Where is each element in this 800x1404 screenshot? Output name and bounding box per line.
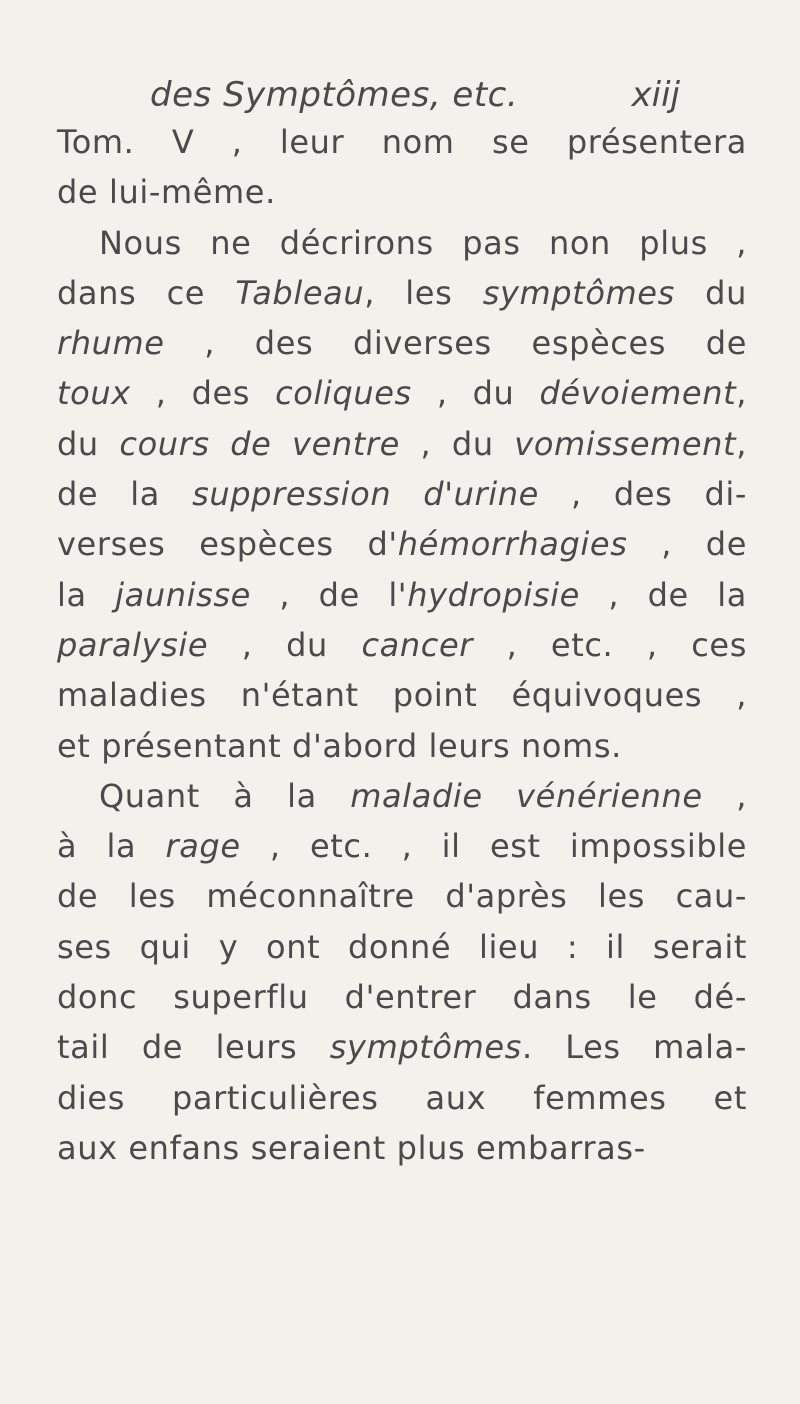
- text-line: [57, 469, 747, 519]
- text-run: ,: [736, 424, 747, 463]
- italic-term: cancer: [361, 625, 473, 664]
- text-run: de lui-même.: [57, 173, 276, 212]
- text-run: , des diverses espèces de: [164, 324, 747, 363]
- text-line: [57, 1123, 747, 1173]
- text-run: à la: [57, 827, 166, 866]
- running-header: [150, 70, 680, 120]
- text-run: tail de leurs: [57, 1028, 330, 1067]
- text-line: [57, 318, 747, 368]
- italic-term: paralysie: [57, 625, 209, 664]
- text-run: , des: [130, 374, 276, 413]
- italic-term: symptômes: [329, 1028, 522, 1067]
- text-line: [57, 871, 747, 921]
- text-run: , du: [399, 424, 515, 463]
- text-run: Nous ne décrirons pas non plus ,: [99, 223, 747, 262]
- text-line: [57, 268, 747, 318]
- text-run: Quant à la: [99, 776, 351, 815]
- text-run: , de la: [579, 575, 747, 614]
- text-run: , de l': [250, 575, 408, 614]
- body-text: [57, 117, 747, 1173]
- italic-term: suppression d'urine: [192, 475, 539, 514]
- italic-term: maladie vénérienne: [350, 776, 703, 815]
- running-title-italic: des Symptômes: [150, 75, 430, 115]
- italic-term: toux: [57, 374, 131, 413]
- text-run: , des di-: [538, 475, 747, 514]
- italic-term: vomissement: [514, 424, 737, 463]
- text-line: [57, 771, 747, 821]
- text-line: [57, 368, 747, 418]
- text-line: [57, 167, 747, 217]
- text-run: , etc. , il est impossible: [240, 827, 748, 866]
- running-title: [150, 70, 518, 120]
- text-line: [57, 670, 747, 720]
- italic-term: jaunisse: [115, 575, 251, 614]
- italic-term: cours de ventre: [119, 424, 400, 463]
- text-line: [57, 721, 747, 771]
- text-run: donc superflu d'entrer dans le dé-: [57, 978, 747, 1017]
- italic-term: symptômes: [482, 273, 675, 312]
- text-run: , du: [208, 625, 362, 664]
- text-run: la: [57, 575, 116, 614]
- italic-term: rage: [165, 827, 241, 866]
- text-run: Tom. V , leur nom se présentera: [57, 123, 747, 161]
- italic-term: Tableau: [235, 273, 365, 312]
- text-run: ,: [702, 776, 747, 815]
- text-run: ,: [736, 374, 747, 413]
- text-run: , de: [627, 525, 748, 564]
- text-line: [57, 1022, 747, 1072]
- text-run: dans ce: [57, 273, 236, 312]
- italic-term: rhume: [57, 324, 165, 363]
- text-run: , etc. , ces: [473, 625, 747, 664]
- text-run: dies particulières aux femmes et: [57, 1078, 747, 1117]
- text-run: du: [57, 424, 120, 463]
- text-line: [57, 570, 747, 620]
- text-line: [57, 519, 747, 569]
- text-run: aux enfans seraient plus embarras-: [57, 1128, 646, 1167]
- text-line: [57, 218, 747, 268]
- text-run: . Les mala-: [521, 1028, 747, 1067]
- text-line: [57, 620, 747, 670]
- text-run: de la: [57, 475, 193, 514]
- text-run: du: [674, 273, 747, 312]
- text-line: [57, 922, 747, 972]
- text-line: [57, 821, 747, 871]
- text-line: [57, 1073, 747, 1123]
- running-title-tail: , etc.: [429, 75, 519, 115]
- text-run: de les méconnaître d'après les cau-: [57, 877, 747, 916]
- text-run: , les: [364, 273, 483, 312]
- italic-term: coliques: [275, 374, 412, 413]
- text-run: et présentant d'abord leurs noms.: [57, 726, 622, 765]
- text-line: [57, 117, 747, 167]
- text-run: ses qui y ont donné lieu : il serait: [57, 927, 747, 966]
- italic-term: dévoiement: [539, 374, 737, 413]
- text-run: verses espèces d': [57, 525, 398, 564]
- text-line: [57, 419, 747, 469]
- text-run: , du: [411, 374, 540, 413]
- text-run: maladies n'étant point équivoques ,: [57, 676, 747, 715]
- page-number: xiij: [631, 75, 680, 115]
- italic-term: hémorrhagies: [397, 525, 628, 564]
- italic-term: hydropisie: [407, 575, 580, 614]
- text-line: [57, 972, 747, 1022]
